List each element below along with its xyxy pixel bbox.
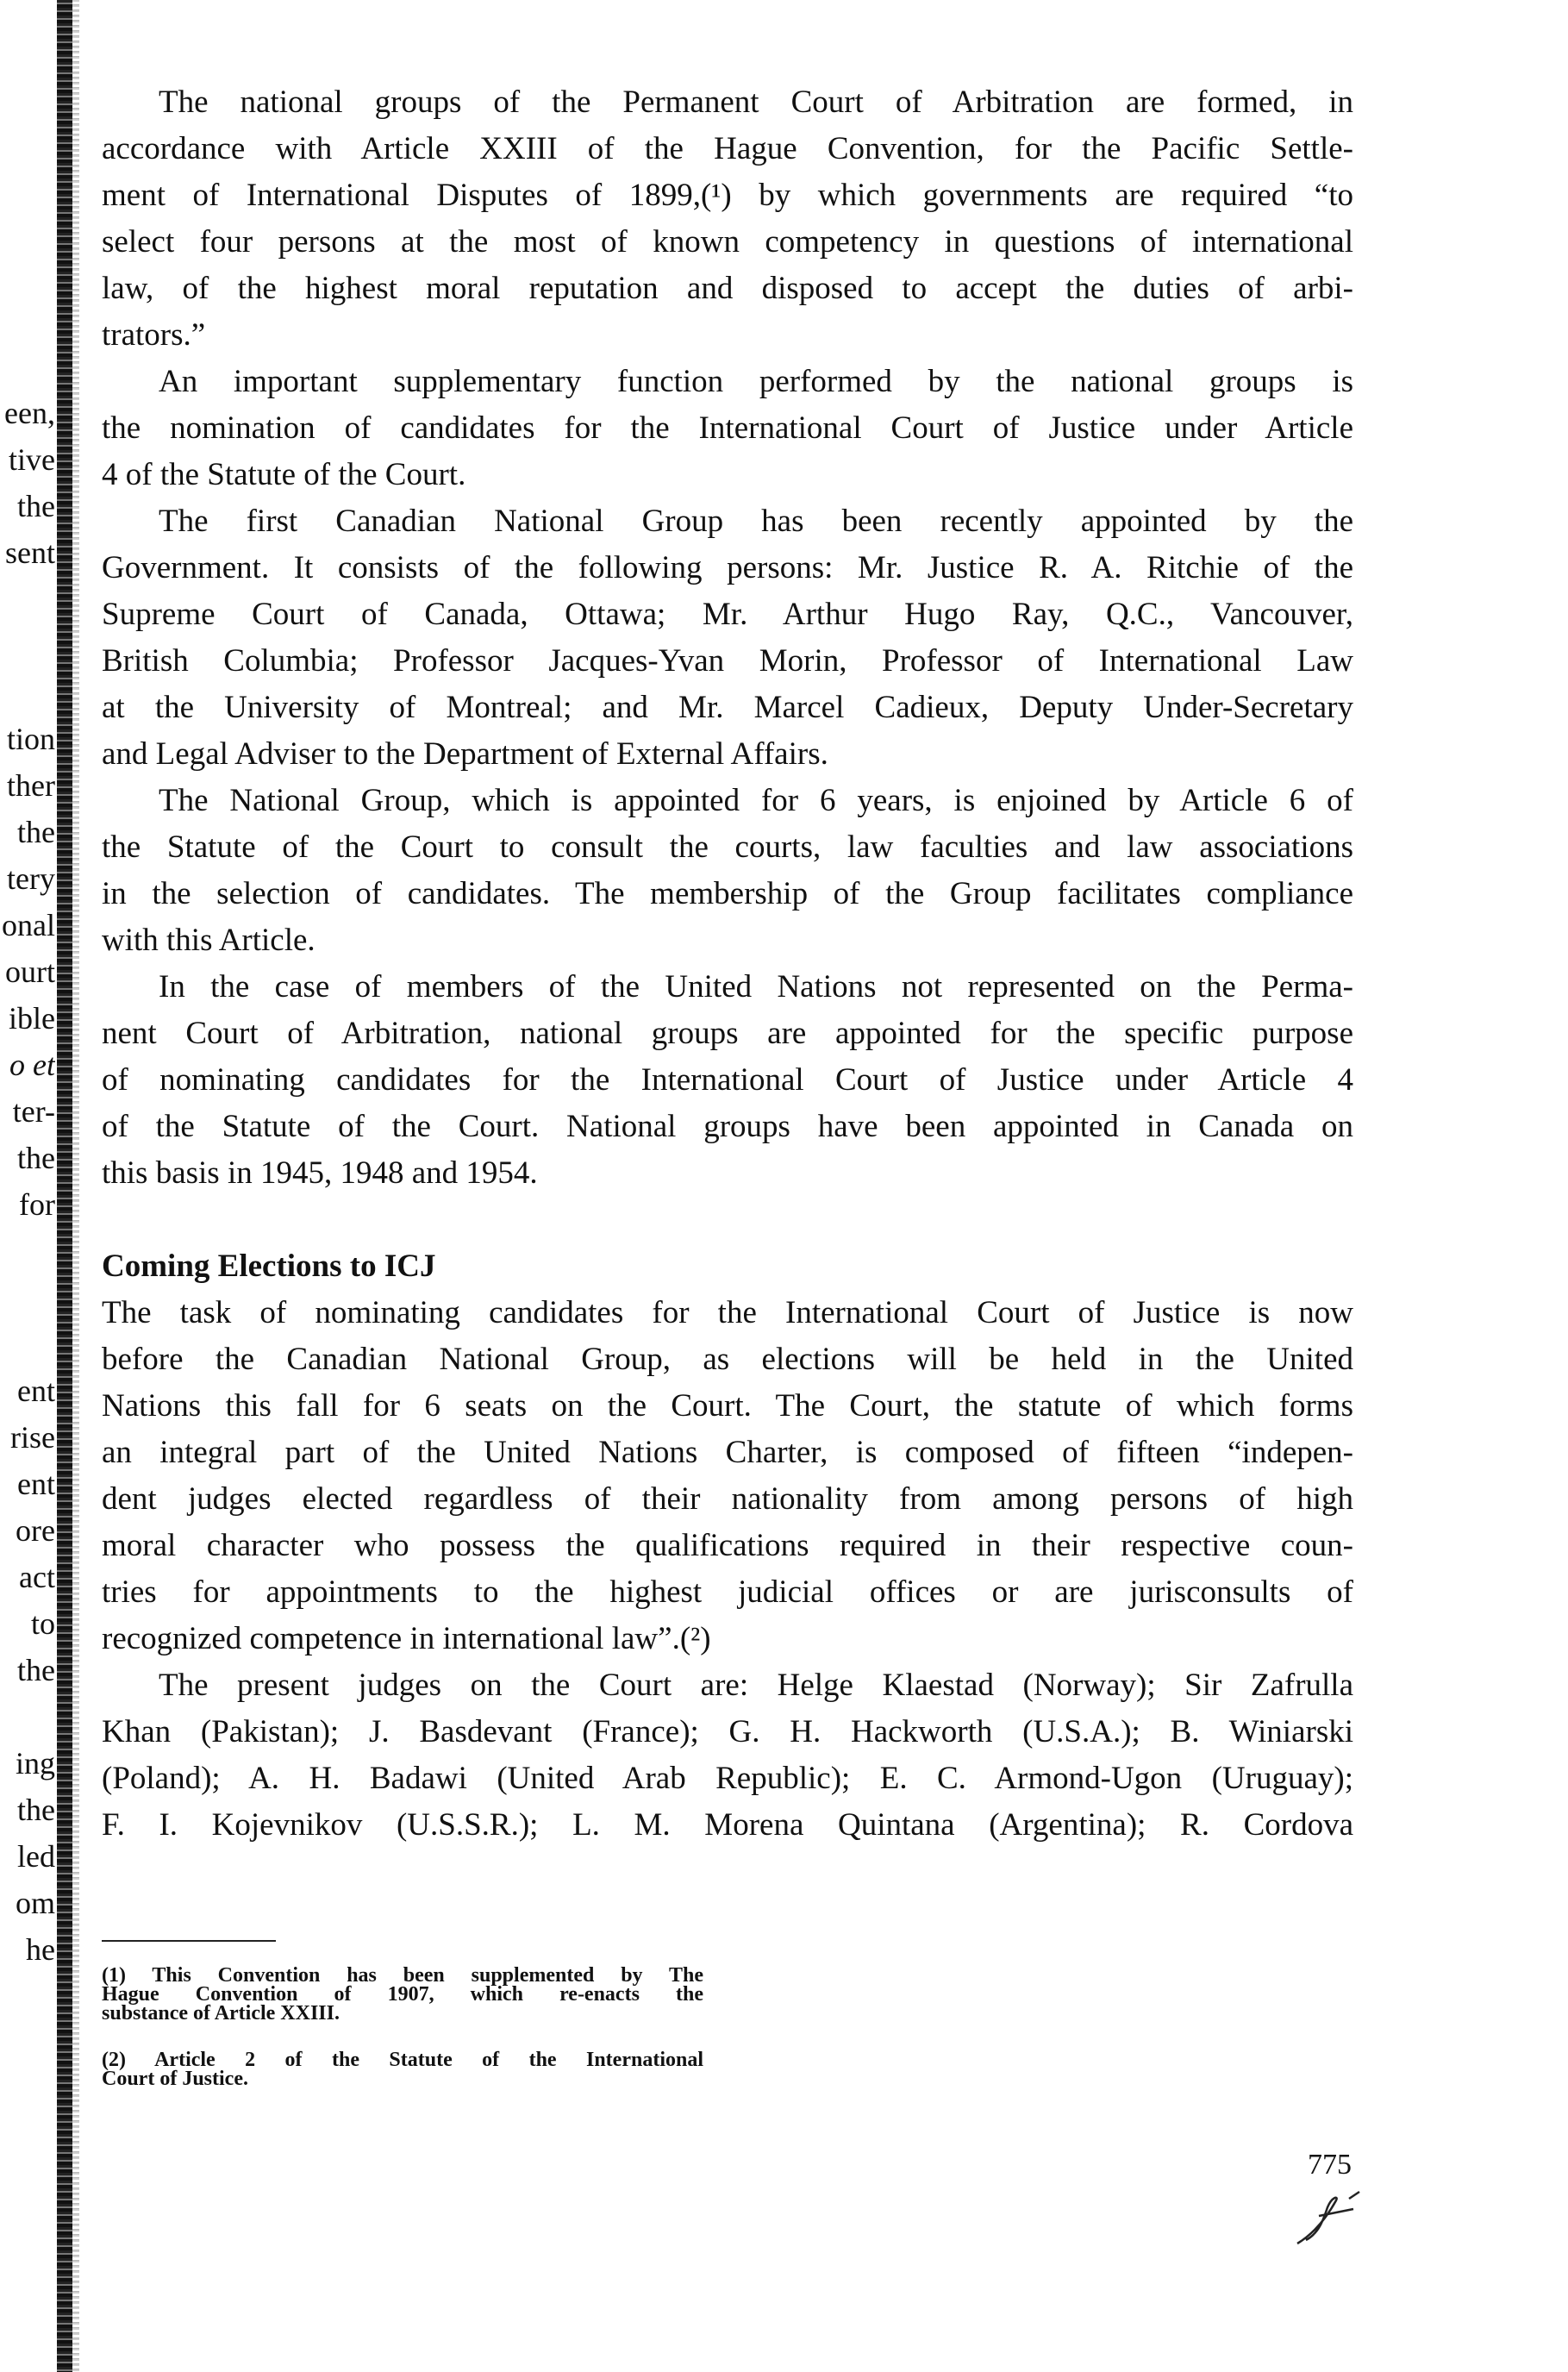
text-line: law, of the highest moral reputation and disposed to accept the duties of arbi- — [102, 271, 1353, 306]
margin-fragment — [0, 1321, 55, 1367]
footnote-rule — [102, 1940, 276, 1942]
margin-fragment: to — [30, 1606, 55, 1641]
text-line: trators.” — [102, 317, 206, 353]
margin-fragment: ther — [7, 768, 55, 803]
binding-edge — [57, 0, 72, 2372]
text-line: and Legal Adviser to the Department of External Affairs. — [102, 736, 828, 772]
margin-fragment: tion — [6, 722, 55, 756]
margin-fragment: een, — [4, 396, 55, 430]
margin-fragment — [0, 1693, 55, 1740]
binding-shadow — [72, 0, 79, 2372]
text-line: accordance with Article XXIII of the Hague Convention, for the Pacific Settle- — [102, 131, 1353, 166]
margin-fragment: rise — [10, 1420, 55, 1455]
margin-fragment: the — [17, 815, 55, 849]
text-line: In the case of members of the United Nations not represented on the Perma- — [159, 969, 1353, 1005]
margin-fragment: tive — [9, 442, 55, 477]
text-line: The National Group, which is appointed for 6 years, is enjoined by Article 6 of — [159, 783, 1353, 818]
margin-fragment: the — [17, 1653, 55, 1687]
margin-fragment: om — [15, 1886, 55, 1920]
margin-fragment: onal — [2, 908, 55, 942]
footnote-line: (1) This Convention has been supplemented by The — [102, 1964, 703, 1987]
text-line: 4 of the Statute of the Court. — [102, 457, 466, 492]
text-line: in the selection of candidates. The membership of the Group facilitates compliance — [102, 876, 1353, 911]
footnote-line: Court of Justice. — [102, 2068, 248, 2090]
margin-fragment — [0, 669, 55, 716]
text-line: An important supplementary function performed by the national groups is — [159, 364, 1353, 399]
margin-fragment — [0, 576, 55, 623]
text-line: of nominating candidates for the International Court of Justice under Article 4 — [102, 1062, 1353, 1098]
text-line: Government. It consists of the following persons: Mr. Justice R. A. Ritchie of the — [102, 550, 1353, 585]
text-line: Khan (Pakistan); J. Basdevant (France); G. H. Hackworth (U.S.A.); B. Winiarski — [102, 1714, 1353, 1749]
handwritten-mark-icon — [1289, 2190, 1366, 2250]
text-line: F. I. Kojevnikov (U.S.S.R.); L. M. Morena Quintana (Argentina); R. Cordova — [102, 1807, 1353, 1843]
margin-fragment: tery — [7, 861, 55, 896]
text-line: The national groups of the Permanent Court of Arbitration are formed, in — [159, 84, 1353, 120]
text-line: this basis in 1945, 1948 and 1954. — [102, 1155, 538, 1191]
page-number: 775 — [1308, 2149, 1352, 2181]
adjacent-page-fragments — [0, 390, 55, 1973]
margin-fragment: ent — [17, 1467, 55, 1501]
margin-fragment — [0, 1274, 55, 1321]
footnote-line: substance of Article XXIII. — [102, 2002, 340, 2025]
page-body — [102, 79, 1353, 1849]
margin-fragment: ible — [9, 1001, 55, 1036]
text-line: nent Court of Arbitration, national groups are appointed for the specific purpose — [102, 1016, 1353, 1051]
text-line: The first Canadian National Group has been recently appointed by the — [159, 504, 1353, 539]
footnote-1 — [102, 1966, 703, 2023]
text-line: tries for appointments to the highest judicial offices or are jurisconsults of — [102, 1574, 1353, 1610]
text-line: the nomination of candidates for the International Court of Justice under Article — [102, 410, 1353, 446]
margin-fragment — [0, 623, 55, 669]
margin-fragment: sent — [5, 535, 55, 570]
text-line: an integral part of the United Nations Charter, is composed of fifteen “indepen- — [102, 1435, 1353, 1470]
text-line: moral character who possess the qualifications required in their respective coun- — [102, 1528, 1353, 1563]
text-line: of the Statute of the Court. National groups have been appointed in Canada on — [102, 1109, 1353, 1144]
text-line: The task of nominating candidates for the International Court of Justice is now — [102, 1295, 1353, 1330]
margin-fragment — [0, 1228, 55, 1274]
text-line: British Columbia; Professor Jacques-Yvan Morin, Professor of International Law — [102, 643, 1353, 679]
margin-fragment: ter- — [12, 1094, 55, 1129]
text-line: Nations this fall for 6 seats on the Court. The Court, the statute of which forms — [102, 1388, 1353, 1424]
text-line: at the University of Montreal; and Mr. Marcel Cadieux, Deputy Under-Secretary — [102, 690, 1353, 725]
text-line: before the Canadian National Group, as elections will be held in the United — [102, 1342, 1353, 1377]
margin-fragment: the — [17, 1793, 55, 1827]
text-line: recognized competence in international law”.(²) — [102, 1621, 711, 1656]
margin-fragment: act — [19, 1560, 55, 1594]
section-heading: Coming Elections to ICJ — [102, 1249, 436, 1284]
text-line: the Statute of the Court to consult the courts, law faculties and law associations — [102, 829, 1353, 865]
text-line: (Poland); A. H. Badawi (United Arab Republic); E. C. Armond-Ugon (Uruguay); — [102, 1761, 1353, 1796]
margin-fragment: for — [19, 1187, 55, 1222]
margin-fragment: o et — [9, 1048, 55, 1082]
footnote-line: (2) Article 2 of the Statute of the International — [102, 2049, 703, 2071]
margin-fragment: led — [17, 1839, 55, 1874]
margin-fragment: the — [17, 1141, 55, 1175]
margin-fragment: ent — [17, 1374, 55, 1408]
text-line: with this Article. — [102, 923, 315, 958]
margin-fragment: ourt — [5, 954, 55, 989]
text-line: The present judges on the Court are: Helge Klaestad (Norway); Sir Zafrulla — [159, 1668, 1353, 1703]
text-line: Supreme Court of Canada, Ottawa; Mr. Arthur Hugo Ray, Q.C., Vancouver, — [102, 597, 1353, 632]
margin-fragment: he — [26, 1932, 55, 1967]
blank-line — [102, 1197, 1353, 1243]
footnote-line: Hague Convention of 1907, which re-enacts the — [102, 1983, 703, 2006]
margin-fragment: the — [17, 489, 55, 523]
text-line: select four persons at the most of known competency in questions of international — [102, 224, 1353, 260]
text-line: ment of International Disputes of 1899,(¹) by which governments are required “to — [102, 178, 1353, 213]
margin-fragment: ing — [15, 1746, 55, 1781]
footnote-2 — [102, 2050, 703, 2088]
margin-fragment: ore — [16, 1513, 55, 1548]
text-line: dent judges elected regardless of their nationality from among persons of high — [102, 1481, 1353, 1517]
